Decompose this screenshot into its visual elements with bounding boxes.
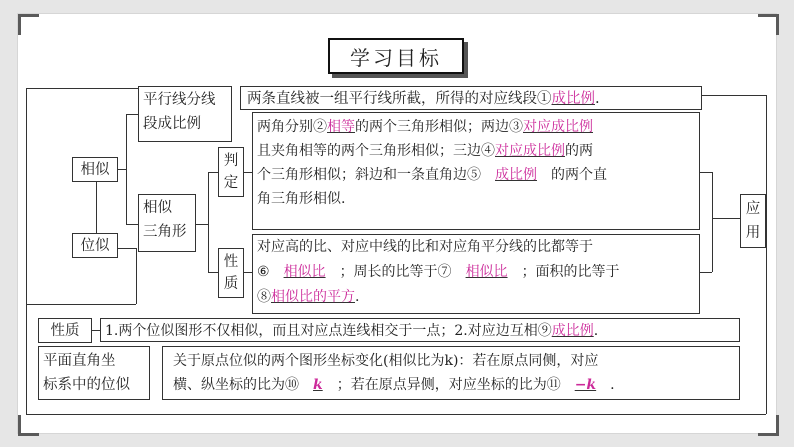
- answer-7-text: 相似比: [465, 264, 508, 280]
- answer-11: [561, 377, 610, 393]
- content-weisi-xingzhi: [100, 318, 740, 342]
- content-text: 两条直线被一组平行线所截，所得的对应线段①: [247, 91, 552, 107]
- node-label: 定: [223, 175, 239, 191]
- answer-6-text: 相似比: [283, 264, 326, 280]
- answer-10: [299, 377, 337, 393]
- node-label: 用: [745, 225, 761, 241]
- node-pingxing: [138, 86, 232, 142]
- connector-line: [700, 172, 712, 173]
- content-text: ⑥: [257, 264, 270, 280]
- text-line: [173, 373, 739, 397]
- answer-5-text: 成比例: [495, 167, 537, 183]
- node-label: 判: [223, 153, 239, 169]
- answer-3: 对应成比例: [523, 119, 593, 135]
- content-text: 对应高的比、对应中线的比和对应角平分线的比都等于: [257, 239, 593, 255]
- left-border-line: [26, 88, 27, 414]
- bottom-border-line: [26, 414, 766, 415]
- answer-8: 相似比的平方: [271, 289, 355, 305]
- content-text: .: [355, 289, 360, 305]
- content-text: 关于原点位似的两个图形坐标变化(相似比为k)：若在原点同侧，对应: [173, 353, 599, 369]
- answer-7: [452, 264, 522, 280]
- content-text: 两角分别②: [257, 119, 327, 135]
- connector-line: [244, 272, 252, 273]
- answer-10-text: k: [313, 377, 323, 393]
- node-label: 段成比例: [143, 116, 201, 132]
- text-line: [257, 187, 699, 211]
- content-xingzhi: [252, 234, 700, 314]
- content-text: 且夹角相等的两个三角形相似；三边④: [257, 143, 495, 159]
- corner-mark: [18, 415, 39, 436]
- content-pingxing: [240, 86, 702, 110]
- text-line: [257, 260, 699, 285]
- content-text: ；周长的比等于⑦: [339, 264, 452, 280]
- node-panding: [218, 147, 244, 197]
- text-line: [257, 235, 699, 260]
- node-label: 相似: [143, 200, 172, 216]
- connector-line: [712, 172, 713, 272]
- connector-line: [244, 172, 252, 173]
- node-weisi: 位似: [72, 233, 118, 258]
- text-line: [257, 285, 699, 310]
- connector-line: [136, 248, 137, 304]
- answer-2: 相等: [327, 119, 355, 135]
- answer-4: 对应成比例: [495, 143, 565, 159]
- answer-9: 成比例: [551, 323, 594, 339]
- text-line: [257, 115, 699, 139]
- content-text: 个三角形相似；斜边和一条直角边⑤: [257, 167, 481, 183]
- connector-line: [26, 88, 140, 89]
- connector-line: [96, 181, 97, 233]
- node-label: 应: [745, 201, 761, 217]
- text-line: [257, 163, 699, 187]
- corner-mark: [758, 14, 779, 35]
- content-text: 横、纵坐标的比为⑩: [173, 377, 299, 393]
- answer-5: [481, 167, 551, 183]
- content-text: .: [610, 377, 615, 393]
- connector-line: [196, 224, 208, 225]
- text-line: [257, 139, 699, 163]
- content-text: .: [593, 323, 599, 339]
- node-xingzhi: 性质: [38, 318, 92, 343]
- node-yingyong: [740, 194, 766, 248]
- connector-line: [126, 114, 138, 115]
- node-xiangsi: 相似: [72, 157, 118, 182]
- node-xingzhi-vertical: [218, 248, 244, 298]
- content-text: ；面积的比等于: [521, 264, 620, 280]
- content-text: 的两个直: [551, 167, 607, 183]
- content-text: ⑧: [257, 289, 271, 305]
- content-text: 的两: [565, 143, 593, 159]
- node-label: 平面直角坐: [43, 353, 116, 369]
- connector-line: [700, 272, 712, 273]
- content-text: 角三角形相似.: [257, 191, 346, 207]
- connector-line: [126, 114, 127, 224]
- connector-line: [126, 224, 138, 225]
- connector-line: [26, 304, 136, 305]
- node-zuobiao: [38, 346, 150, 400]
- answer-1: 成比例: [551, 91, 595, 107]
- content-text: 的两个三角形相似；两边③: [355, 119, 523, 135]
- connector-line: [208, 272, 218, 273]
- node-label: 质: [223, 276, 239, 292]
- text-line: [173, 349, 739, 373]
- content-text: .: [595, 91, 600, 107]
- answer-11-text: −k: [574, 377, 597, 393]
- answer-6: [270, 264, 340, 280]
- connector-line: [208, 172, 209, 272]
- node-xiangsi-sanjiaoxing: [138, 194, 196, 252]
- right-border-line: [766, 95, 767, 414]
- content-text: ；若在原点异侧，对应坐标的比为⑪: [336, 377, 561, 393]
- corner-mark: [18, 14, 39, 35]
- connector-line: [208, 172, 218, 173]
- content-text: 1.两个位似图形不仅相似，而且对应点连线相交于一点；2.对应边互相⑨: [105, 323, 552, 339]
- node-label: 平行线分线: [143, 92, 216, 108]
- page-title: 学习目标: [328, 38, 464, 74]
- content-zuobiao: [162, 346, 740, 400]
- connector-line: [712, 218, 740, 219]
- connector-line: [702, 95, 766, 96]
- node-label: 标系中的位似: [43, 377, 130, 393]
- connector-line: [92, 330, 100, 331]
- content-panding: [252, 112, 700, 230]
- node-label: 三角形: [143, 224, 187, 240]
- node-label: 性: [223, 254, 239, 270]
- corner-mark: [758, 415, 779, 436]
